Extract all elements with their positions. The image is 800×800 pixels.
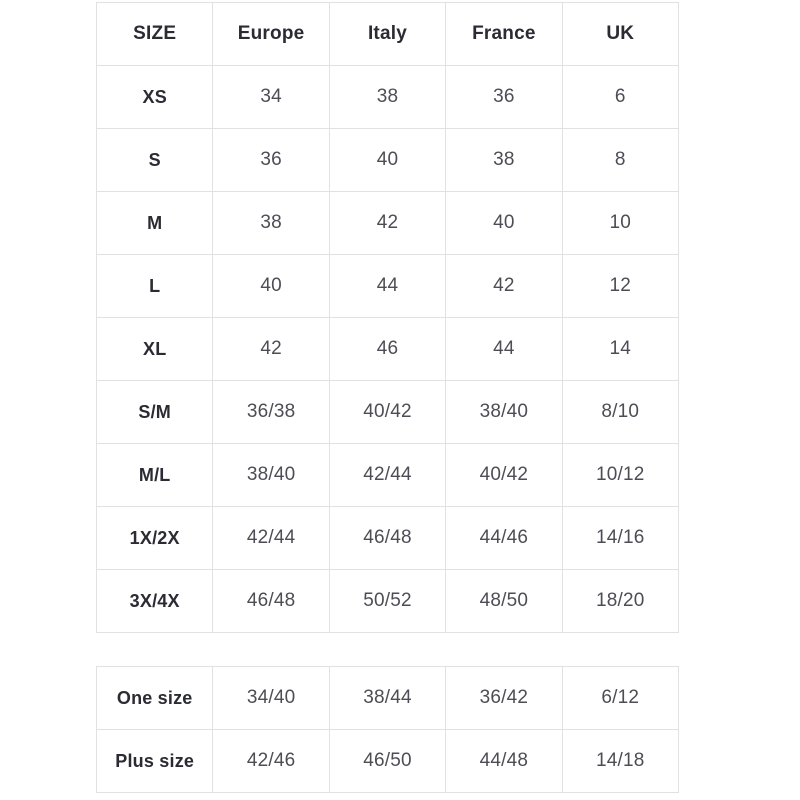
value-cell: 38 bbox=[329, 66, 445, 129]
header-cell-europe: Europe bbox=[213, 3, 329, 66]
size-label-cell: Plus size bbox=[97, 730, 213, 793]
value-cell: 42/44 bbox=[329, 444, 445, 507]
value-cell: 38 bbox=[213, 192, 329, 255]
value-cell: 46 bbox=[329, 318, 445, 381]
value-cell: 40/42 bbox=[329, 381, 445, 444]
value-cell: 44 bbox=[329, 255, 445, 318]
size-label-cell: S/M bbox=[97, 381, 213, 444]
value-cell: 42 bbox=[213, 318, 329, 381]
table-row-m bbox=[97, 192, 679, 255]
value-cell: 38/40 bbox=[446, 381, 562, 444]
size-label-cell: L bbox=[97, 255, 213, 318]
header-cell-france: France bbox=[446, 3, 562, 66]
value-cell: 44 bbox=[446, 318, 562, 381]
size-label-cell: One size bbox=[97, 667, 213, 730]
table-row-1x2x bbox=[97, 507, 679, 570]
value-cell: 36 bbox=[213, 129, 329, 192]
size-conversion-table bbox=[96, 2, 679, 633]
value-cell: 40 bbox=[329, 129, 445, 192]
value-cell: 44/46 bbox=[446, 507, 562, 570]
table-row-l bbox=[97, 255, 679, 318]
value-cell: 50/52 bbox=[329, 570, 445, 633]
value-cell: 36/38 bbox=[213, 381, 329, 444]
table-row-xs bbox=[97, 66, 679, 129]
value-cell: 8 bbox=[562, 129, 678, 192]
value-cell: 14/18 bbox=[562, 730, 678, 793]
value-cell: 40 bbox=[213, 255, 329, 318]
header-row bbox=[97, 3, 679, 66]
size-label-cell: M/L bbox=[97, 444, 213, 507]
value-cell: 18/20 bbox=[562, 570, 678, 633]
table-row-one-size bbox=[97, 667, 679, 730]
table-row-3x4x bbox=[97, 570, 679, 633]
value-cell: 10 bbox=[562, 192, 678, 255]
value-cell: 38/44 bbox=[329, 667, 445, 730]
table-row-s bbox=[97, 129, 679, 192]
value-cell: 44/48 bbox=[446, 730, 562, 793]
value-cell: 40/42 bbox=[446, 444, 562, 507]
value-cell: 34 bbox=[213, 66, 329, 129]
value-cell: 48/50 bbox=[446, 570, 562, 633]
value-cell: 6 bbox=[562, 66, 678, 129]
value-cell: 42 bbox=[329, 192, 445, 255]
value-cell: 46/48 bbox=[329, 507, 445, 570]
value-cell: 12 bbox=[562, 255, 678, 318]
value-cell: 34/40 bbox=[213, 667, 329, 730]
value-cell: 36/42 bbox=[446, 667, 562, 730]
value-cell: 46/50 bbox=[329, 730, 445, 793]
table-row-sm bbox=[97, 381, 679, 444]
value-cell: 46/48 bbox=[213, 570, 329, 633]
value-cell: 14 bbox=[562, 318, 678, 381]
value-cell: 10/12 bbox=[562, 444, 678, 507]
value-cell: 14/16 bbox=[562, 507, 678, 570]
size-label-cell: 3X/4X bbox=[97, 570, 213, 633]
size-label-cell: XS bbox=[97, 66, 213, 129]
value-cell: 42/46 bbox=[213, 730, 329, 793]
header-cell-uk: UK bbox=[562, 3, 678, 66]
value-cell: 42/44 bbox=[213, 507, 329, 570]
table-row-xl bbox=[97, 318, 679, 381]
header-cell-size: SIZE bbox=[97, 3, 213, 66]
special-sizes-table bbox=[96, 666, 679, 793]
size-label-cell: S bbox=[97, 129, 213, 192]
value-cell: 42 bbox=[446, 255, 562, 318]
size-label-cell: M bbox=[97, 192, 213, 255]
table-row-ml bbox=[97, 444, 679, 507]
size-label-cell: XL bbox=[97, 318, 213, 381]
value-cell: 8/10 bbox=[562, 381, 678, 444]
value-cell: 6/12 bbox=[562, 667, 678, 730]
table-row-plus-size bbox=[97, 730, 679, 793]
header-cell-italy: Italy bbox=[329, 3, 445, 66]
value-cell: 40 bbox=[446, 192, 562, 255]
size-label-cell: 1X/2X bbox=[97, 507, 213, 570]
value-cell: 38/40 bbox=[213, 444, 329, 507]
value-cell: 36 bbox=[446, 66, 562, 129]
value-cell: 38 bbox=[446, 129, 562, 192]
